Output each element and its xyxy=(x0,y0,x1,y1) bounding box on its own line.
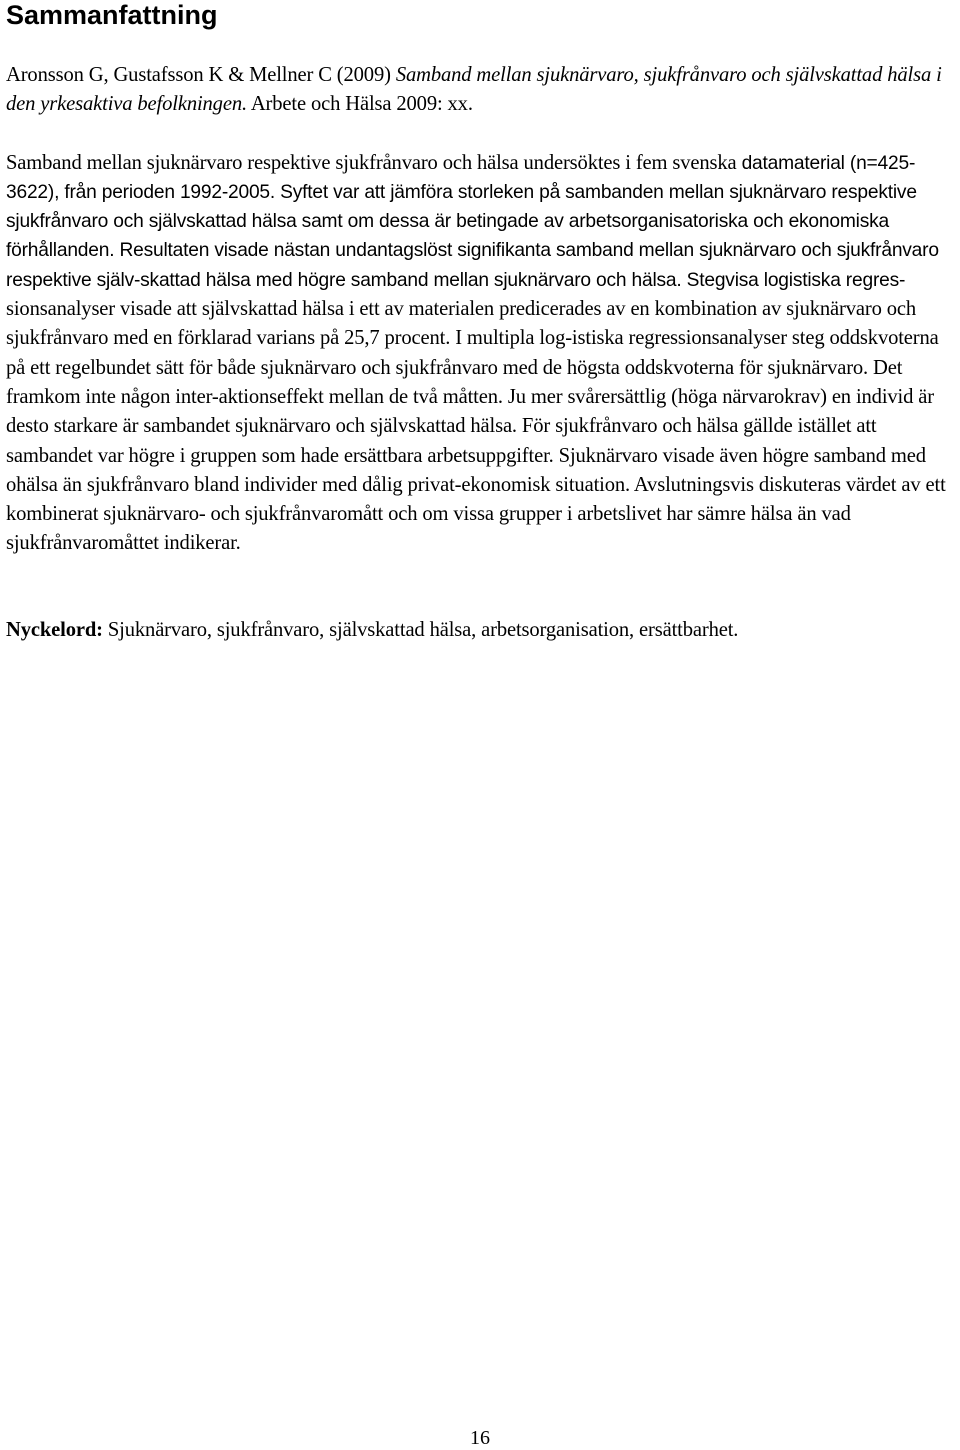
page-number: 16 xyxy=(470,1427,490,1449)
citation xyxy=(6,61,954,120)
citation-source: Arbete och Hälsa 2009: xx. xyxy=(246,93,473,116)
citation-title: Samband mellan sjuknärvaro, sjukfrånvaro och självskattad hälsa i den yrkesaktiva befolkningen. xyxy=(6,64,942,116)
abstract-paragraph xyxy=(6,149,954,559)
abstract-line-1: Samband mellan sjuknärvaro respektive sjukfrånvaro och hälsa undersöktes i fem svenska xyxy=(6,151,737,174)
citation-authors: Aronsson G, Gustafsson K & Mellner C (2009) xyxy=(6,64,396,86)
keywords-label: Nyckelord: xyxy=(6,618,103,641)
keywords-text: Sjuknärvaro, sjukfrånvaro, självskattad hälsa, arbetsorganisation, ersättbarhet. xyxy=(102,618,739,641)
keywords xyxy=(6,616,954,645)
abstract-sans-segment: datamaterial (n=425-3622), från perioden 1992-2005. Syftet var att jämföra storleken på sambanden mellan sjuknärvaro respektive sjukfrånvaro och självskattad hälsa samt om dessa är betingade av arbetsorganisatoriska och ekonomiska förhållanden. Resultaten visade nästan undantagslöst signifikanta samband mellan sjuknärvaro och sjukfrånvaro respektive själv-skattad hälsa med högre samband mellan sjuknärvaro och hälsa. Stegvisa logistiska regres- xyxy=(6,152,939,291)
section-heading: Sammanfattning xyxy=(6,0,218,30)
document-page xyxy=(6,0,954,645)
abstract-serif-segment: sionsanalyser visade att självskattad hälsa i ett av materialen predicerades av en kombination av sjuknärvaro och sjukfrånvaro med en förklarad varians på 25,7 procent. I multipla log-istiska regressionsanalyser steg oddskvoterna på ett regelbundet sätt för både sjuknärvaro och sjukfrånvaro med de högsta oddskvoterna för sjuknärvaro. Det framkom inte någon inter-aktionseffekt mellan de två måtten. Ju mer svårersättlig (höga närvarokrav) en individ är desto starkare är sambandet sjuknärvaro och självskattad hälsa. För sjukfrånvaro och hälsa gällde istället att sambandet var högre i gruppen som hade ersättbara arbetsuppgifter. Sjuknärvaro visade även högre samband med ohälsa än sjukfrånvaro bland individer med dålig privat-ekonomisk situation. Avslutningsvis diskuteras värdet av ett kombinerat sjuknärvaro- och sjukfrånvaromått och om vissa grupper i arbetslivet har sämre hälsa än vad sjukfrånvaromåttet indikerar. xyxy=(6,298,946,555)
